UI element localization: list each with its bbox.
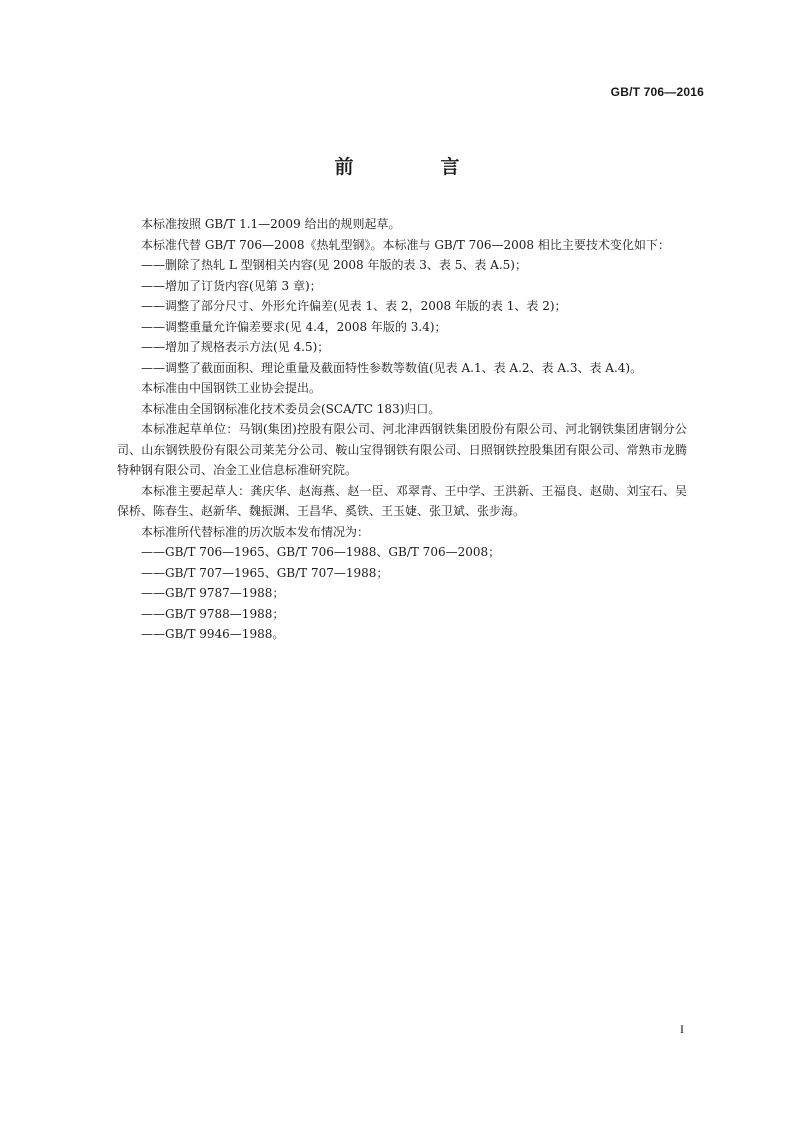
change-item: ——调整了部分尺寸、外形允许偏差(见表 1、表 2，2008 年版的表 1、表 2)；	[141, 299, 567, 313]
history-item: ——GB/T 9788—1988；	[141, 606, 285, 621]
standard-number: GB/T 706—2016	[610, 85, 704, 99]
paragraph-centralized-by: 本标准由全国钢标准化技术委员会(SCA/TC 183)归口。	[141, 401, 441, 416]
page-title: 前 言	[334, 156, 494, 178]
change-item: ——增加了订货内容(见第 3 章)；	[141, 278, 322, 293]
change-item: ——调整了截面面积、理论重量及截面特性参数等数值(见表 A.1、表 A.2、表 A.3、表 A.4)。	[141, 360, 643, 375]
change-item: ——调整重量允许偏差要求(见 4.4，2008 年版的 3.4)；	[141, 319, 447, 334]
history-item: ——GB/T 706—1965、GB/T 706—1988、GB/T 706—2008；	[141, 545, 501, 559]
paragraph-drafters: 本标准主要起草人：龚庆华、赵海燕、赵一臣、邓翠青、王中学、王洪新、王福良、赵勋、刘宝石、吴保桥、陈春生、赵新华、魏振渊、王昌华、奚铁、王玉婕、张卫斌、张步海。	[117, 483, 687, 518]
history-item: ——GB/T 707—1965、GB/T 707—1988；	[141, 565, 389, 580]
history-item: ——GB/T 9787—1988；	[141, 586, 285, 600]
history-item: ——GB/T 9946—1988。	[141, 627, 285, 641]
paragraph-proposed-by: 本标准由中国钢铁工业协会提出。	[141, 381, 322, 395]
paragraph-drafting-units: 本标准起草单位：马钢(集团)控股有限公司、河北津西钢铁集团股份有限公司、河北钢铁集团唐钢分公司、山东钢铁股份有限公司莱芜分公司、鞍山宝得钢铁有限公司、日照钢铁控股集团有限公司、常熟市龙腾特种钢有限公司、冶金工业信息标准研究院。	[117, 422, 687, 477]
change-item: ——增加了规格表示方法(见 4.5)；	[141, 340, 330, 354]
paragraph-replaces: 本标准代替 GB/T 706—2008《热轧型钢》。本标准与 GB/T 706—2008 相比主要技术变化如下：	[141, 237, 670, 252]
paragraph-history-intro: 本标准所代替标准的历次版本发布情况为：	[141, 524, 370, 539]
foreword-body	[117, 214, 687, 645]
paragraph-drafting-rules: 本标准按照 GB/T 1.1—2009 给出的规则起草。	[141, 217, 401, 231]
page-number: I	[680, 1022, 684, 1036]
change-item: ——删除了热轧 L 型钢相关内容(见 2008 年版的表 3、表 5、表 A.5)；	[141, 258, 527, 272]
